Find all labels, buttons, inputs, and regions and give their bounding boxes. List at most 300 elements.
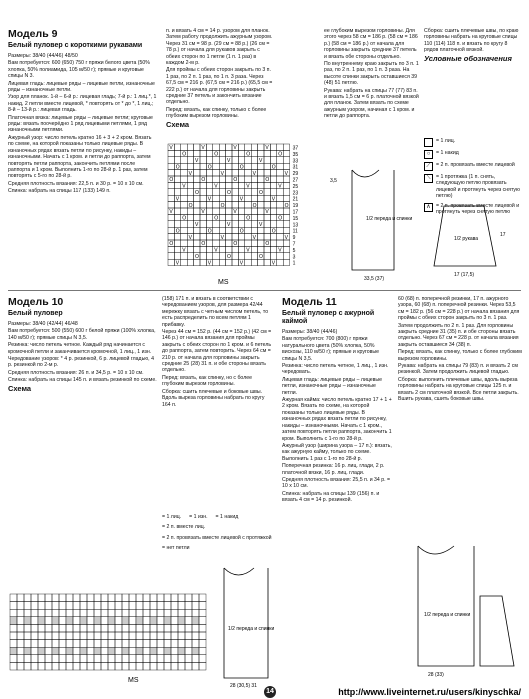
model9b-p1: Для проймы с обеих сторон закрыть по 3 п. 1 раз, по 2 п. 1 раз, по 1 п. 3 раза. Через 67,5 см = 216 р. (67,5 см = 216 р.) (65,5 см = 222 р.) от начала для горловины закрыть средние 37 петель и закончить вязание отдельно. [166,67,273,106]
chart-cell [164,655,171,663]
model11-p0: Размеры: 38/40 (44/46) [282,329,338,335]
chart-cell [174,189,180,195]
chart-cell [185,594,192,602]
chart-cell [219,208,225,214]
chart-symbol: O [195,190,199,196]
chart-cell [24,617,31,625]
chart-cell [115,640,122,648]
chart-cell [178,617,185,625]
chart-cell [52,640,59,648]
chart-cell [122,655,129,663]
chart-symbol: V [207,196,212,203]
chart-cell [258,150,264,156]
chart-row-number: 3 [292,254,296,261]
chart-cell [226,208,232,214]
chart-symbol: O [188,202,193,209]
legend10-a: = 1 лиц. [162,514,182,520]
chart-cell [178,594,185,602]
chart-cell [171,662,178,670]
model11-p6: Поперечная резинка: 16 р. лиц. глади, 2 р. платочной вязки, 16 р. лиц. глади. [282,463,385,476]
model9-subtitle: Белый пуловер с короткими рукавами [8,42,143,49]
chart-cell [270,234,276,240]
chart-cell [164,647,171,655]
chart-symbol: O [201,177,206,184]
model9-p6: Средняя плотность вязания: 22,5 п. и 30 р. = 10 х 10 см. [8,180,144,187]
chart-cell [164,662,171,670]
chart-cell [136,602,143,610]
model9-p1: Вам потребуется: 600 (650) 750 г пряжи белого цвета (50% хлопка, 50% полиамида, 105 м/50 г); прямые и круговые спицы N 3. [8,60,150,80]
model11-schematic [398,536,524,686]
legend10-b: = 1 изн. [189,514,208,520]
chart-cell [219,259,225,265]
chart9-row-numbers [293,146,299,267]
model9-schema-label: Схема [166,119,190,129]
chart-cell [157,640,164,648]
chart-cell [219,221,225,227]
chart-symbol: O [169,177,174,184]
chart-cell [200,170,206,176]
chart-cell [194,214,200,220]
chart-cell [73,640,80,648]
chart-cell [199,655,206,663]
model9c-column [324,28,419,121]
chart-cell [136,647,143,655]
chart-cell [115,662,122,670]
chart-symbol: O [233,177,238,184]
model10b-column [162,296,274,409]
chart-cell [115,617,122,625]
chart-symbol: O [246,215,251,222]
model10-p2: Резинка: число петель четное. Каждый ряд начинается с кромочной петли и заканчивается кромочной, 1 лиц., 1 изн. [8,342,152,355]
chart-symbol: O [207,228,212,235]
legend-row [424,162,524,171]
chart-cell [185,632,192,640]
model11-dim: 28 (33) [428,672,444,678]
chart-cell [66,632,73,640]
chart-cell [178,624,185,632]
chart-cell [59,594,66,602]
chart-cell [277,259,283,265]
chart-cell [178,662,185,670]
chart-row-number: 31 [292,164,299,171]
chart-row-number: 27 [292,177,299,184]
chart-cell [192,632,199,640]
chart-symbol: V [201,145,205,152]
chart-cell [213,227,219,233]
chart-cell [219,253,225,259]
chart-cell [59,640,66,648]
chart-cell [245,253,251,259]
chart-cell [181,234,187,240]
legend10-f: = нет петли [162,545,190,552]
chart-cell [187,144,193,150]
chart-cell [245,202,251,208]
chart-cell [157,632,164,640]
chart-cell [80,662,87,670]
sleeve-dim-b: 17 (17,5) [454,272,475,278]
chart-cell [94,640,101,648]
chart-cell [251,144,257,150]
chart-symbol: V [182,247,186,254]
chart-cell [270,176,276,182]
chart-cell [187,240,193,246]
chart-cell [283,214,289,220]
chart-row-number: 15 [292,215,299,222]
chart-cell [59,662,66,670]
chart-cell [206,170,212,176]
chart-row-number: 37 [292,145,299,152]
chart-cell [232,150,238,156]
chart-symbol: V [188,234,192,241]
chart-cell [219,246,225,252]
chart-symbol: V [195,222,199,228]
chart-cell [168,234,174,240]
chart-symbol: O [207,164,212,171]
chart-cell [194,170,200,176]
chart-cell [150,594,157,602]
model9d-column [424,28,522,64]
chart-cell [52,632,59,640]
legend-text: = 2 п. провязать вместе лицевой [436,162,515,168]
chart-cell [264,253,270,259]
chart-symbol: O [233,241,238,248]
watermark-url: http://www.liveinternet.ru/users/kinyschka/ [338,687,521,697]
chart-cell [199,640,206,648]
chart-symbol: V [220,170,224,177]
chart-cell [171,655,178,663]
chart-cell [73,647,80,655]
chart-symbol: O [182,215,187,222]
chart-cell [200,227,206,233]
chart-cell [178,640,185,648]
decrease-icon: ∧ [424,203,433,212]
chart-cell [171,617,178,625]
chart-cell [213,240,219,246]
chart-cell [129,609,136,617]
chart-cell [181,208,187,214]
chart-cell [150,647,157,655]
chart-cell [66,594,73,602]
chart-cell [194,150,200,156]
chart-cell [258,214,264,220]
chart-cell [283,221,289,227]
chart-cell [277,195,283,201]
chart-cell [38,624,45,632]
sleeve-label: 1/2 рукава [454,236,479,242]
chart-cell [129,624,136,632]
chart-cell [206,189,212,195]
chart-cell [17,594,24,602]
chart-symbol: V [188,170,192,177]
chart-cell [10,640,17,648]
chart-cell [168,259,174,265]
chart-cell [226,227,232,233]
chart-cell [277,253,283,259]
chart-cell [251,240,257,246]
chart-cell [164,640,171,648]
chart-symbol: V [246,247,250,254]
chart-cell [122,624,129,632]
model11-diagram-label: 1/2 переда и спинки [424,612,471,618]
chart-cell [174,144,180,150]
chart-cell [174,170,180,176]
chart-cell [52,594,59,602]
chart-cell [238,214,244,220]
chart-cell [101,594,108,602]
chart-cell [251,157,257,163]
chart-cell [226,176,232,182]
chart-cell [194,246,200,252]
chart-cell [59,624,66,632]
chart-cell [219,144,225,150]
chart-cell [87,594,94,602]
chart-cell [17,624,24,632]
chart-cell [200,202,206,208]
model11-column [282,296,392,505]
chart-cell [136,632,143,640]
chart-cell [115,594,122,602]
model9b-p2: Перед: вязать, как спинку, только с более глубоким вырезом горловины. [166,106,267,120]
chart-cell [17,617,24,625]
chart-cell [185,602,192,610]
chart-cell [66,624,73,632]
chart-cell [94,647,101,655]
chart-cell [213,170,219,176]
chart-cell [150,617,157,625]
model9b-p0: п. и вязать 4 см = 14 р. узором для планок. Затем работу продолжить ажурным узором. Через 31 см = 98 р. (29 см = 88 р.) (26 см = 78 р.) от начала для рукавов закрыть с обеих сторон по 1 петле (1 п. 1 раз) в каждом 2-м р. [166,28,273,67]
chart-symbol: V [252,170,256,177]
chart-cell [277,202,283,208]
chart-cell [200,214,206,220]
chart-cell [270,208,276,214]
model10-schema-label: Схема [8,383,32,393]
chart-cell [206,214,212,220]
chart-symbol: O [246,151,251,158]
chart-cell [245,227,251,233]
chart-cell [264,157,270,163]
model9c-p3: Сборка: сшить плечевые швы, по краю горловины набрать на круговые спицы 110 (114) 118 п. и вязать по кругу 8 рядов платочной вязкой. [424,28,519,54]
chart-cell [226,182,232,188]
chart-cell [143,617,150,625]
chart-row-number: 1 [292,260,296,267]
chart-cell [115,609,122,617]
chart-cell [168,150,174,156]
chart-cell [181,227,187,233]
model10-p3: Чередование узоров: * 4 р. резинкой, 6 р. лицевой гладью, 4 р. резинкой по 2-м р. [8,356,154,369]
chart-cell [258,259,264,265]
chart-cell [181,259,187,265]
model11-p2: Резинка: число петель четное, 1 лиц., 1 изн. чередовать. [282,363,389,376]
chart-cell [187,227,193,233]
chart-symbol: O [220,202,225,209]
chart-row-number: 21 [292,196,299,203]
chart-cell [226,195,232,201]
k2tog-icon: ⟋ [424,162,433,171]
chart-cell [31,655,38,663]
model11-p5: Ажурный узор (ширина узора – 17 п.): вязать, как ажурную кайму, только по схеме. Выполнить 1 раз с 1-го по 28-й р. [282,442,392,462]
sleeve-dim: 17 [500,232,506,238]
chart-cell [206,246,212,252]
chart-cell [270,246,276,252]
chart-cell [199,647,206,655]
knit-symbol-icon [424,138,433,147]
chart-cell [17,647,24,655]
chart-cell [73,602,80,610]
chart-symbol: V [271,196,276,203]
chart-cell [45,640,52,648]
chart-symbol: V [214,183,218,190]
chart-cell [213,234,219,240]
chart-cell [283,144,289,150]
chart-cell [171,647,178,655]
chart-cell [270,182,276,188]
legend-text: = 1 накид [436,150,459,156]
chart-row-number: 25 [292,183,299,190]
chart-cell [129,662,136,670]
chart-cell [129,632,136,640]
chart-cell [199,609,206,617]
chart-cell [258,170,264,176]
chart-cell [150,602,157,610]
chart-cell [232,221,238,227]
chart-cell [38,640,45,648]
chart-cell [181,202,187,208]
chart-cell [136,609,143,617]
chart-cell [226,202,232,208]
chart-cell [94,617,101,625]
chart-cell [200,189,206,195]
chart-cell [251,150,257,156]
chart-cell [45,617,52,625]
chart-cell [94,632,101,640]
chart-cell [108,602,115,610]
chart-cell [226,234,232,240]
chart-cell [187,189,193,195]
chart-cell [24,609,31,617]
legend10-c: = 1 накид [215,514,239,520]
chart-symbol: V [233,209,237,216]
chart-cell [174,182,180,188]
chart-cell [17,662,24,670]
chart-symbol: V [259,158,263,164]
model10-stitch-chart [8,592,208,684]
chart-cell [66,609,73,617]
chart-cell [270,202,276,208]
chart-cell [213,189,219,195]
chart-cell [168,157,174,163]
chart-cell [31,640,38,648]
chart-cell [277,170,283,176]
chart-cell [101,640,108,648]
model9-column [8,28,158,196]
chart-cell [206,234,212,240]
chart-row-number: 11 [292,228,298,235]
chart-cell [108,640,115,648]
chart-cell [238,240,244,246]
chart-cell [10,624,17,632]
chart-cell [66,640,73,648]
model11b-p3: Рукава: набрать на спицы 79 (83) п. и вязать 2 см резинкой. Затем продолжить лицевой гладью. [398,363,518,376]
model11-p4: Ажурная кайма: число петель кратно 17 + 1 + 2 кром. Вязать по схеме, на которой показаны только лицевые ряды. В изнаночных рядах вязать петли по рисунку, накиды – изнаночными. Начать с 1 кром., затем повторять петли раппорта, закончить 1 кром. Выполнить с 1-го по 28-й р. [282,397,392,442]
model9-p0: Размеры: 38/40 (44/46) 48/50 [8,53,78,59]
chart-cell [136,640,143,648]
chart-cell [206,240,212,246]
chart-cell [10,594,17,602]
legend10-d: = 2 п. вместе лиц. [162,524,206,531]
chart-cell [87,640,94,648]
model9-stitch-chart [166,142,314,288]
chart-cell [270,221,276,227]
chart-symbol: V [265,145,269,152]
chart-row-number: 5 [292,247,296,254]
chart-cell [232,227,238,233]
chart-cell [270,150,276,156]
chart-cell [192,662,199,670]
model10-title: Модель 10 [8,296,64,308]
chart-cell [168,189,174,195]
chart-cell [108,594,115,602]
chart-cell [283,157,289,163]
chart-cell [87,602,94,610]
chart-cell [122,632,129,640]
chart-cell [283,259,289,265]
dim-b: 33,5 (37) [364,276,385,282]
chart-cell [226,144,232,150]
chart-cell [181,240,187,246]
chart-cell [251,214,257,220]
chart-cell [178,632,185,640]
chart-cell [80,647,87,655]
chart-cell [187,157,193,163]
model10-p5: Спинка: набрать на спицы 145 п. и вязать резинкой по схеме. [8,377,157,384]
chart-cell [232,259,238,265]
chart-cell [17,602,24,610]
chart-cell [283,246,289,252]
chart-cell [187,221,193,227]
chart-cell [200,259,206,265]
chart-symbol: V [239,196,244,203]
chart-cell [213,221,219,227]
chart-cell [80,655,87,663]
page-number: 14 [264,686,276,698]
chart-cell [194,144,200,150]
chart-cell [73,617,80,625]
chart-cell [45,662,52,670]
chart-cell [101,609,108,617]
chart-cell [174,202,180,208]
chart-cell [283,253,289,259]
chart-cell [24,640,31,648]
chart-cell [108,624,115,632]
model10b-p1: Через 44 см = 152 р. (44 см = 152 р.) (42 см = 146 р.) от начала вязания для проймы закрыть с обеих сторон по 1 кром. и 6 петель до раппорта, затем повторить. Через 64 см = 210 р. от начала для горловины закрыть средние 25 (28) 31 п. и обе стороны вязать отдельно. [162,329,272,374]
chart-cell [245,170,251,176]
chart-cell [187,246,193,252]
chart-cell [108,647,115,655]
chart-cell [181,189,187,195]
chart-cell [168,227,174,233]
chart-cell [277,144,283,150]
chart-cell [59,632,66,640]
legend-text: = 2 п. провязать вместе лицевой и протянуть через снятую петлю [436,202,520,216]
chart-row-number: 13 [292,222,299,229]
chart-cell [187,163,193,169]
chart-cell [31,662,38,670]
chart-row-number: 35 [292,151,299,158]
chart-symbol: V [195,158,199,164]
chart-cell [10,632,17,640]
chart-symbol: V [227,222,231,228]
chart-cell [187,182,193,188]
